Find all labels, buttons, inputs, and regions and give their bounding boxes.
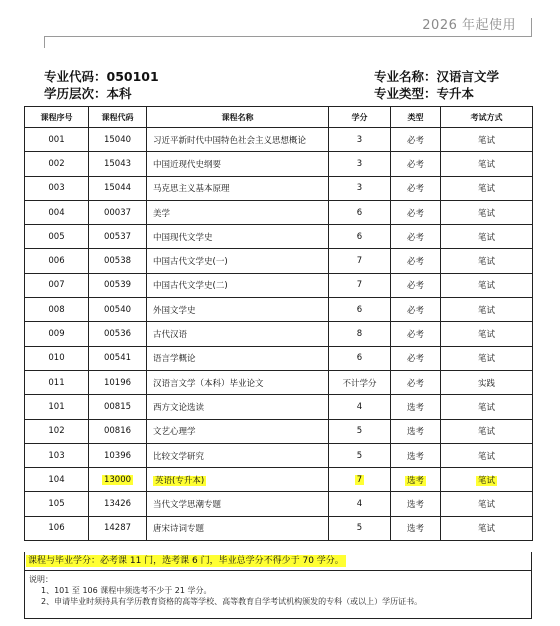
cell-name: 唐宋诗词专题	[147, 516, 329, 540]
cell-name-text: 英语(专升本)	[155, 475, 205, 486]
cell-type: 选考	[391, 443, 441, 467]
cell-name: 汉语言文学（本科）毕业论文	[147, 370, 329, 394]
cell-exam: 笔试	[441, 298, 533, 322]
cell-name: 习近平新时代中国特色社会主义思想概论	[147, 128, 329, 152]
cell-type: 必考	[391, 249, 441, 273]
cell-seq: 009	[25, 322, 89, 346]
cell-credit: 6	[329, 298, 391, 322]
cell-code: 14287	[89, 516, 147, 540]
cell-exam: 笔试	[441, 152, 533, 176]
table-row	[25, 225, 533, 249]
cell-seq: 006	[25, 249, 89, 273]
cell-credit: 8	[329, 322, 391, 346]
cell-name: 古代汉语	[147, 322, 329, 346]
corner-mark-right	[531, 18, 532, 36]
cell-type: 选考	[391, 492, 441, 516]
cell-type: 必考	[391, 298, 441, 322]
cell-credit: 不计学分	[329, 370, 391, 394]
column-header-code: 课程代码	[89, 107, 147, 128]
major-type: 专业类型：专升本	[374, 86, 475, 101]
header-rule	[44, 36, 532, 37]
cell-code: 00539	[89, 273, 147, 297]
table-row	[25, 273, 533, 297]
table-row	[25, 322, 533, 346]
table-row	[25, 298, 533, 322]
cell-credit: 4	[329, 395, 391, 419]
table-header-row	[25, 107, 533, 128]
corner-mark-left	[20, 36, 45, 48]
cell-seq: 104	[25, 468, 89, 492]
table-row	[25, 200, 533, 224]
column-header-credit: 学分	[329, 107, 391, 128]
cell-credit: 6	[329, 346, 391, 370]
table-row	[25, 395, 533, 419]
cell-type: 必考	[391, 370, 441, 394]
cell-seq: 002	[25, 152, 89, 176]
cell-credit: 3	[329, 152, 391, 176]
cell-credit: 4	[329, 492, 391, 516]
cell-credit: 7	[329, 273, 391, 297]
cell-exam: 笔试	[441, 200, 533, 224]
table-row	[25, 492, 533, 516]
cell-seq: 001	[25, 128, 89, 152]
cell-exam: 笔试	[441, 346, 533, 370]
cell-type: 必考	[391, 225, 441, 249]
major-info	[44, 68, 504, 102]
cell-name: 西方文论选读	[147, 395, 329, 419]
cell-credit: 6	[329, 225, 391, 249]
cell-seq: 003	[25, 176, 89, 200]
cell-credit: 6	[329, 200, 391, 224]
cell-name: 中国近现代史纲要	[147, 152, 329, 176]
table-row	[25, 176, 533, 200]
cell-code: 00815	[89, 395, 147, 419]
cell-type	[391, 468, 441, 492]
course-table-body	[25, 128, 533, 541]
cell-seq: 005	[25, 225, 89, 249]
info-row-1	[44, 68, 504, 85]
cell-type: 必考	[391, 346, 441, 370]
table-row	[25, 370, 533, 394]
cell-code: 00037	[89, 200, 147, 224]
cell-code: 10396	[89, 443, 147, 467]
cell-code: 00537	[89, 225, 147, 249]
cell-name: 美学	[147, 200, 329, 224]
table-row	[25, 346, 533, 370]
notes-section	[24, 571, 532, 619]
major-code: 专业代码：050101	[44, 69, 159, 84]
usage-note: 2026 年起使用	[422, 18, 516, 33]
cell-exam-text: 笔试	[477, 475, 495, 486]
cell-name: 语言学概论	[147, 346, 329, 370]
cell-credit: 5	[329, 516, 391, 540]
cell-exam: 笔试	[441, 419, 533, 443]
summary-row	[24, 552, 532, 571]
cell-code: 00538	[89, 249, 147, 273]
cell-code-text: 13000	[103, 474, 132, 485]
table-row	[25, 128, 533, 152]
cell-type: 必考	[391, 273, 441, 297]
cell-name: 中国古代文学史(一)	[147, 249, 329, 273]
cell-exam: 笔试	[441, 395, 533, 419]
cell-exam: 笔试	[441, 443, 533, 467]
cell-name	[147, 468, 329, 492]
table-row	[25, 419, 533, 443]
cell-seq: 007	[25, 273, 89, 297]
cell-exam: 笔试	[441, 492, 533, 516]
cell-exam: 笔试	[441, 273, 533, 297]
cell-seq: 101	[25, 395, 89, 419]
cell-name: 马克思主义基本原理	[147, 176, 329, 200]
cell-seq: 102	[25, 419, 89, 443]
cell-type-text: 选考	[406, 475, 424, 486]
note-item-1: 1、101 至 106 课程中须选考不少于 21 学分。	[41, 586, 212, 595]
page-header	[0, 0, 560, 50]
cell-type: 必考	[391, 322, 441, 346]
cell-exam	[441, 468, 533, 492]
cell-type: 必考	[391, 128, 441, 152]
cell-credit: 5	[329, 419, 391, 443]
cell-code: 13426	[89, 492, 147, 516]
cell-credit: 5	[329, 443, 391, 467]
column-header-type: 类型	[391, 107, 441, 128]
cell-name: 当代文学思潮专题	[147, 492, 329, 516]
cell-code: 10196	[89, 370, 147, 394]
column-header-exam: 考试方式	[441, 107, 533, 128]
cell-seq: 008	[25, 298, 89, 322]
cell-type: 必考	[391, 176, 441, 200]
cell-exam: 笔试	[441, 516, 533, 540]
summary-text: 课程与毕业学分：必考课 11 门，选考课 6 门，毕业总学分不得少于 70 学分。	[28, 556, 344, 566]
cell-credit	[329, 468, 391, 492]
cell-name: 中国现代文学史	[147, 225, 329, 249]
course-table	[24, 106, 533, 541]
cell-code: 00540	[89, 298, 147, 322]
table-row	[25, 152, 533, 176]
table-row	[25, 516, 533, 540]
cell-seq: 106	[25, 516, 89, 540]
table-row	[25, 249, 533, 273]
cell-code: 00541	[89, 346, 147, 370]
table-row	[25, 468, 533, 492]
cell-exam: 实践	[441, 370, 533, 394]
column-header-name: 课程名称	[147, 107, 329, 128]
cell-type: 必考	[391, 200, 441, 224]
cell-type: 选考	[391, 419, 441, 443]
cell-code: 15040	[89, 128, 147, 152]
cell-code	[89, 468, 147, 492]
note-item-2: 2、申请毕业时须持具有学历教育资格的高等学校、高等教育自学考试机构颁发的专科（或以上）学历证书。	[41, 597, 423, 606]
cell-seq: 105	[25, 492, 89, 516]
notes-title: 说明：	[29, 575, 53, 584]
cell-exam: 笔试	[441, 128, 533, 152]
cell-name: 文艺心理学	[147, 419, 329, 443]
education-level: 学历层次：本科	[44, 86, 132, 101]
cell-code: 15043	[89, 152, 147, 176]
cell-exam: 笔试	[441, 322, 533, 346]
cell-code: 15044	[89, 176, 147, 200]
cell-exam: 笔试	[441, 249, 533, 273]
cell-credit: 3	[329, 128, 391, 152]
cell-exam: 笔试	[441, 225, 533, 249]
cell-seq: 010	[25, 346, 89, 370]
cell-type: 必考	[391, 152, 441, 176]
major-name: 专业名称：汉语言文学	[374, 69, 500, 84]
cell-credit: 3	[329, 176, 391, 200]
cell-code: 00816	[89, 419, 147, 443]
cell-seq: 011	[25, 370, 89, 394]
cell-name: 中国古代文学史(二)	[147, 273, 329, 297]
cell-type: 选考	[391, 395, 441, 419]
cell-credit-text: 7	[356, 474, 363, 485]
info-row-2	[44, 85, 504, 102]
table-row	[25, 443, 533, 467]
cell-name: 外国文学史	[147, 298, 329, 322]
cell-code: 00536	[89, 322, 147, 346]
cell-exam: 笔试	[441, 176, 533, 200]
cell-name: 比较文学研究	[147, 443, 329, 467]
cell-credit: 7	[329, 249, 391, 273]
cell-seq: 103	[25, 443, 89, 467]
column-header-seq: 课程序号	[25, 107, 89, 128]
cell-type: 选考	[391, 516, 441, 540]
cell-seq: 004	[25, 200, 89, 224]
